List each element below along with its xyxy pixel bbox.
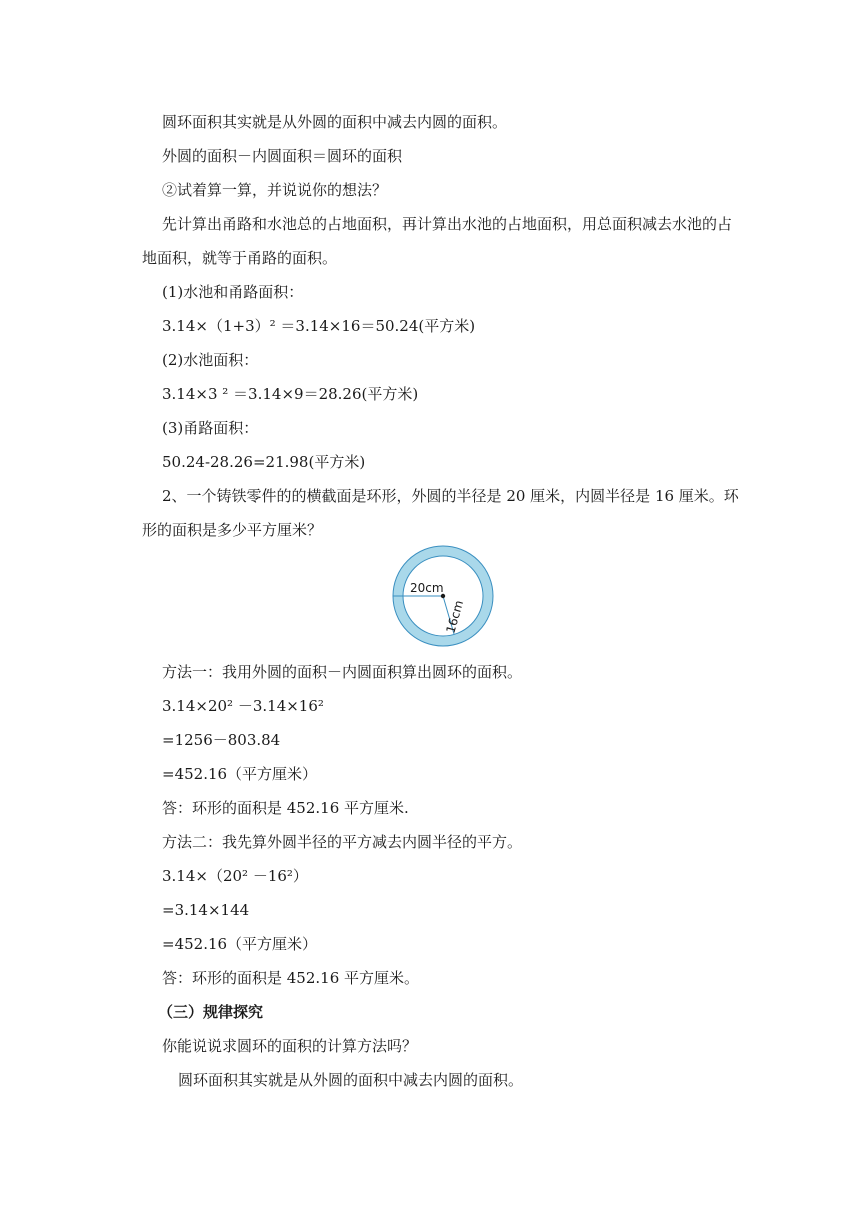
text-line-ring-area-concept: 圆环面积其实就是从外圆的面积中减去内圆的面积。 — [162, 113, 508, 131]
text-line-explanation-1: 先计算出甬路和水池总的占地面积，再计算出水池的占地面积，用总面积减去水池的占 — [162, 215, 733, 233]
text-line-step-2-calc: 3.14×3 ² ＝3.14×9＝28.26(平方米) — [162, 385, 419, 403]
text-line-problem-2b: 形的面积是多少平方厘米？ — [142, 521, 323, 539]
text-line-problem-2a: 2、一个铸铁零件的的横截面是环形，外圆的半径是 20 厘米，内圆半径是 16 厘米。环 — [162, 487, 739, 505]
text-line-method-1: 方法一：我用外圆的面积－内圆面积算出圆环的面积。 — [162, 663, 523, 681]
section-heading-pattern-exploration: （三）规律探究 — [158, 1003, 264, 1021]
text-line-step-1-calc: 3.14×（1+3）² ＝3.14×16＝50.24(平方米) — [162, 317, 476, 335]
text-line-formula: 外圆的面积－内圆面积＝圆环的面积 — [162, 147, 403, 165]
text-line-explanation-2: 地面积，就等于甬路的面积。 — [142, 249, 338, 267]
text-line-question: ②试着算一算，并说说你的想法？ — [162, 181, 388, 199]
text-line-answer-2: 答：环形的面积是 452.16 平方厘米。 — [162, 969, 420, 987]
text-line-step-1-label: (1)水池和甬路面积： — [162, 283, 304, 301]
text-line-method-1-result: =452.16（平方厘米） — [162, 765, 318, 783]
text-line-answer-1: 答：环形的面积是 452.16 平方厘米. — [162, 799, 409, 817]
text-line-method-2-calc: 3.14×（20² －16²） — [162, 867, 308, 885]
text-line-method-1-calc: 3.14×20² －3.14×16² — [162, 697, 324, 715]
outer-radius-label: 20cm — [410, 581, 444, 595]
ring-figure — [382, 544, 504, 648]
text-line-method-2-result: =452.16（平方厘米） — [162, 935, 318, 953]
text-line-conclusion: 圆环面积其实就是从外圆的面积中减去内圆的面积。 — [178, 1071, 524, 1089]
text-line-step-2-label: (2)水池面积： — [162, 351, 259, 369]
text-line-method-1-step: =1256－803.84 — [162, 731, 281, 749]
text-line-method-2: 方法二：我先算外圆半径的平方减去内圆半径的平方。 — [162, 833, 523, 851]
inner-radius-label: 16cm — [443, 598, 467, 635]
text-line-step-3-label: (3)甬路面积： — [162, 419, 259, 437]
text-line-method-2-step: =3.14×144 — [162, 901, 250, 919]
text-line-prompt: 你能说说求圆环的面积的计算方法吗？ — [162, 1037, 418, 1055]
text-line-step-3-calc: 50.24-28.26=21.98(平方米) — [162, 453, 366, 471]
